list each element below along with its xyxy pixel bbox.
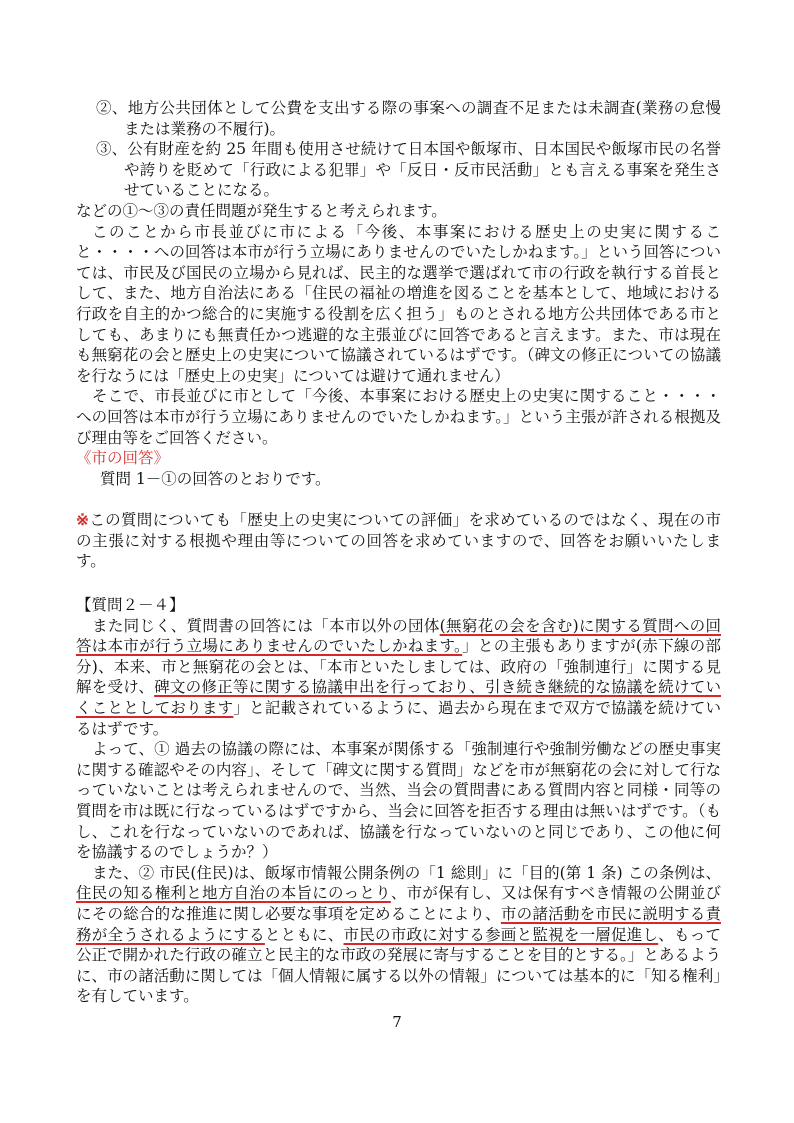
list-item-2: ②、地方公共団体として公費を支出する際の事案への調査不足または未調査(業務の怠慢または業務の不履行)。 [96,99,721,138]
question-paragraph-2: よって、① 過去の協議の際には、本事案が関係する「強制連行や強制労働などの歴史事実に関する確認やその内容」、そして「碑文に関する質問」などを市が無窮花の会に対して行なっていないことは考えられませんので、当然、当会の質問書にある質問内容と同様・同等の質問を市は既に行なっているはずですから、当会に回答を拒否する理由は無いはずです。（もし、これを行なっていないのであれば、協議を行なっていないのと同じであり、この他に何を協議するのでしょうか？） [76,740,721,862]
text-span: 、市が保有し、又は保有すべき情報の公開並びにその総合的な推進に関し必要な事項を定めることにより、 [76,884,721,923]
text-span: 、もって公正で開かれた行政の確立と民主的な市政の発展に寄与することを目的とする。」とあるように、市の諸活動に関しては「個人情報に属する以外の情報」については基本的に「知る権利」を有しています。 [76,925,721,1006]
list-item-3: ③、公有財産を約 25 年間も使用させ続けて日本国や飯塚市、日本国民や飯塚市民の名誉や誇りを貶めて「行政による犯罪」や「反日・反市民活動」とも言える事案を発生させていることになる。 [96,140,721,200]
paragraph-summary: などの①～③の責任問題が発生すると考えられます。 [76,201,447,220]
question-paragraph-1 [76,616,721,740]
underlined-text: 住民の知る権利と地方自治の本旨にのっとり [76,884,391,903]
underlined-text: (無窮花の会を含む)に関する質問への回答は本市が行う立場にありませんのでいたしかねます。 [76,616,721,656]
text-span: 」との主張もありますが(赤下線の部分)、本来、市と無窮花の会とは、「本市といたしましては、政府の「強制連行」に関する見解を受け、 [76,637,721,697]
question-paragraph-3 [76,863,721,1007]
items-list [76,98,721,489]
city-answer-text: 質問 1－①の回答のとおりです。 [100,469,331,488]
underlined-text: 碑文の修正等に関する協議申出を行っており、引き続き継続的な協議を続けていくこととしております [76,678,721,717]
text-span: また、② 市民(住民)は、飯塚市情報公開条例の「1 総則」に「目的(第 1 条) この条例は、 [92,863,721,882]
text-span: また同じく、質問書の回答には「本市以外の団体 [92,616,440,635]
text-span: 」と記載されているように、過去から現在まで双方で協議を続けているはずです。 [76,698,721,738]
city-answer-label: 《市の回答》 [76,449,170,468]
note-mark: ※ [76,510,90,529]
underlined-text: 市の諸活動を市民に説明する責務が全うされるようにする [76,904,721,944]
paragraph-request: そこで、市長並びに市として「今後、本事案における歴史上の史実に関すること・・・・への回答は本市が行う立場にありませんのでいたしかねます。」という主張が許される根拠及び理由等をご回答ください。 [76,387,721,447]
text-span: とともに、 [264,925,344,944]
underlined-text: 市民の市政に対する参画と監視を一層促進し [343,925,659,944]
note-block [76,510,721,572]
question-2-4 [76,595,721,1007]
question-heading: 【質問２－４】 [76,596,185,614]
page-number: 7 [392,1013,402,1031]
note-text: この質問についても「歴史上の史実についての評価」を求めているのではなく、現在の市の主張に対する根拠や理由等についての回答を求めていますので、回答をお願いいたします。 [76,511,721,571]
paragraph-mayor-reply: このことから市長並びに市による「今後、本事案における歴史上の史実に関すること・・・・への回答は本市が行う立場にありませんのでいたしかねます。」という回答については、市民及び国民の立場から見れば、民主的な選挙で選ばれて市の行政を執行する首長として、また、地方自治法にある「住民の福祉の増進を図ることを基本として、地域における行政を自主的かつ総合的に実施する役割を広く担う」ものとされる地方公共団体である市としても、あまりにも無責任かつ逃避的な主張並びに回答であると言えます。また、市は現在も無窮花の会と歴史上の史実について協議されているはずです。（碑文の修正についての協議を行なうには「歴史上の史実」については避けて通れません） [76,222,721,385]
